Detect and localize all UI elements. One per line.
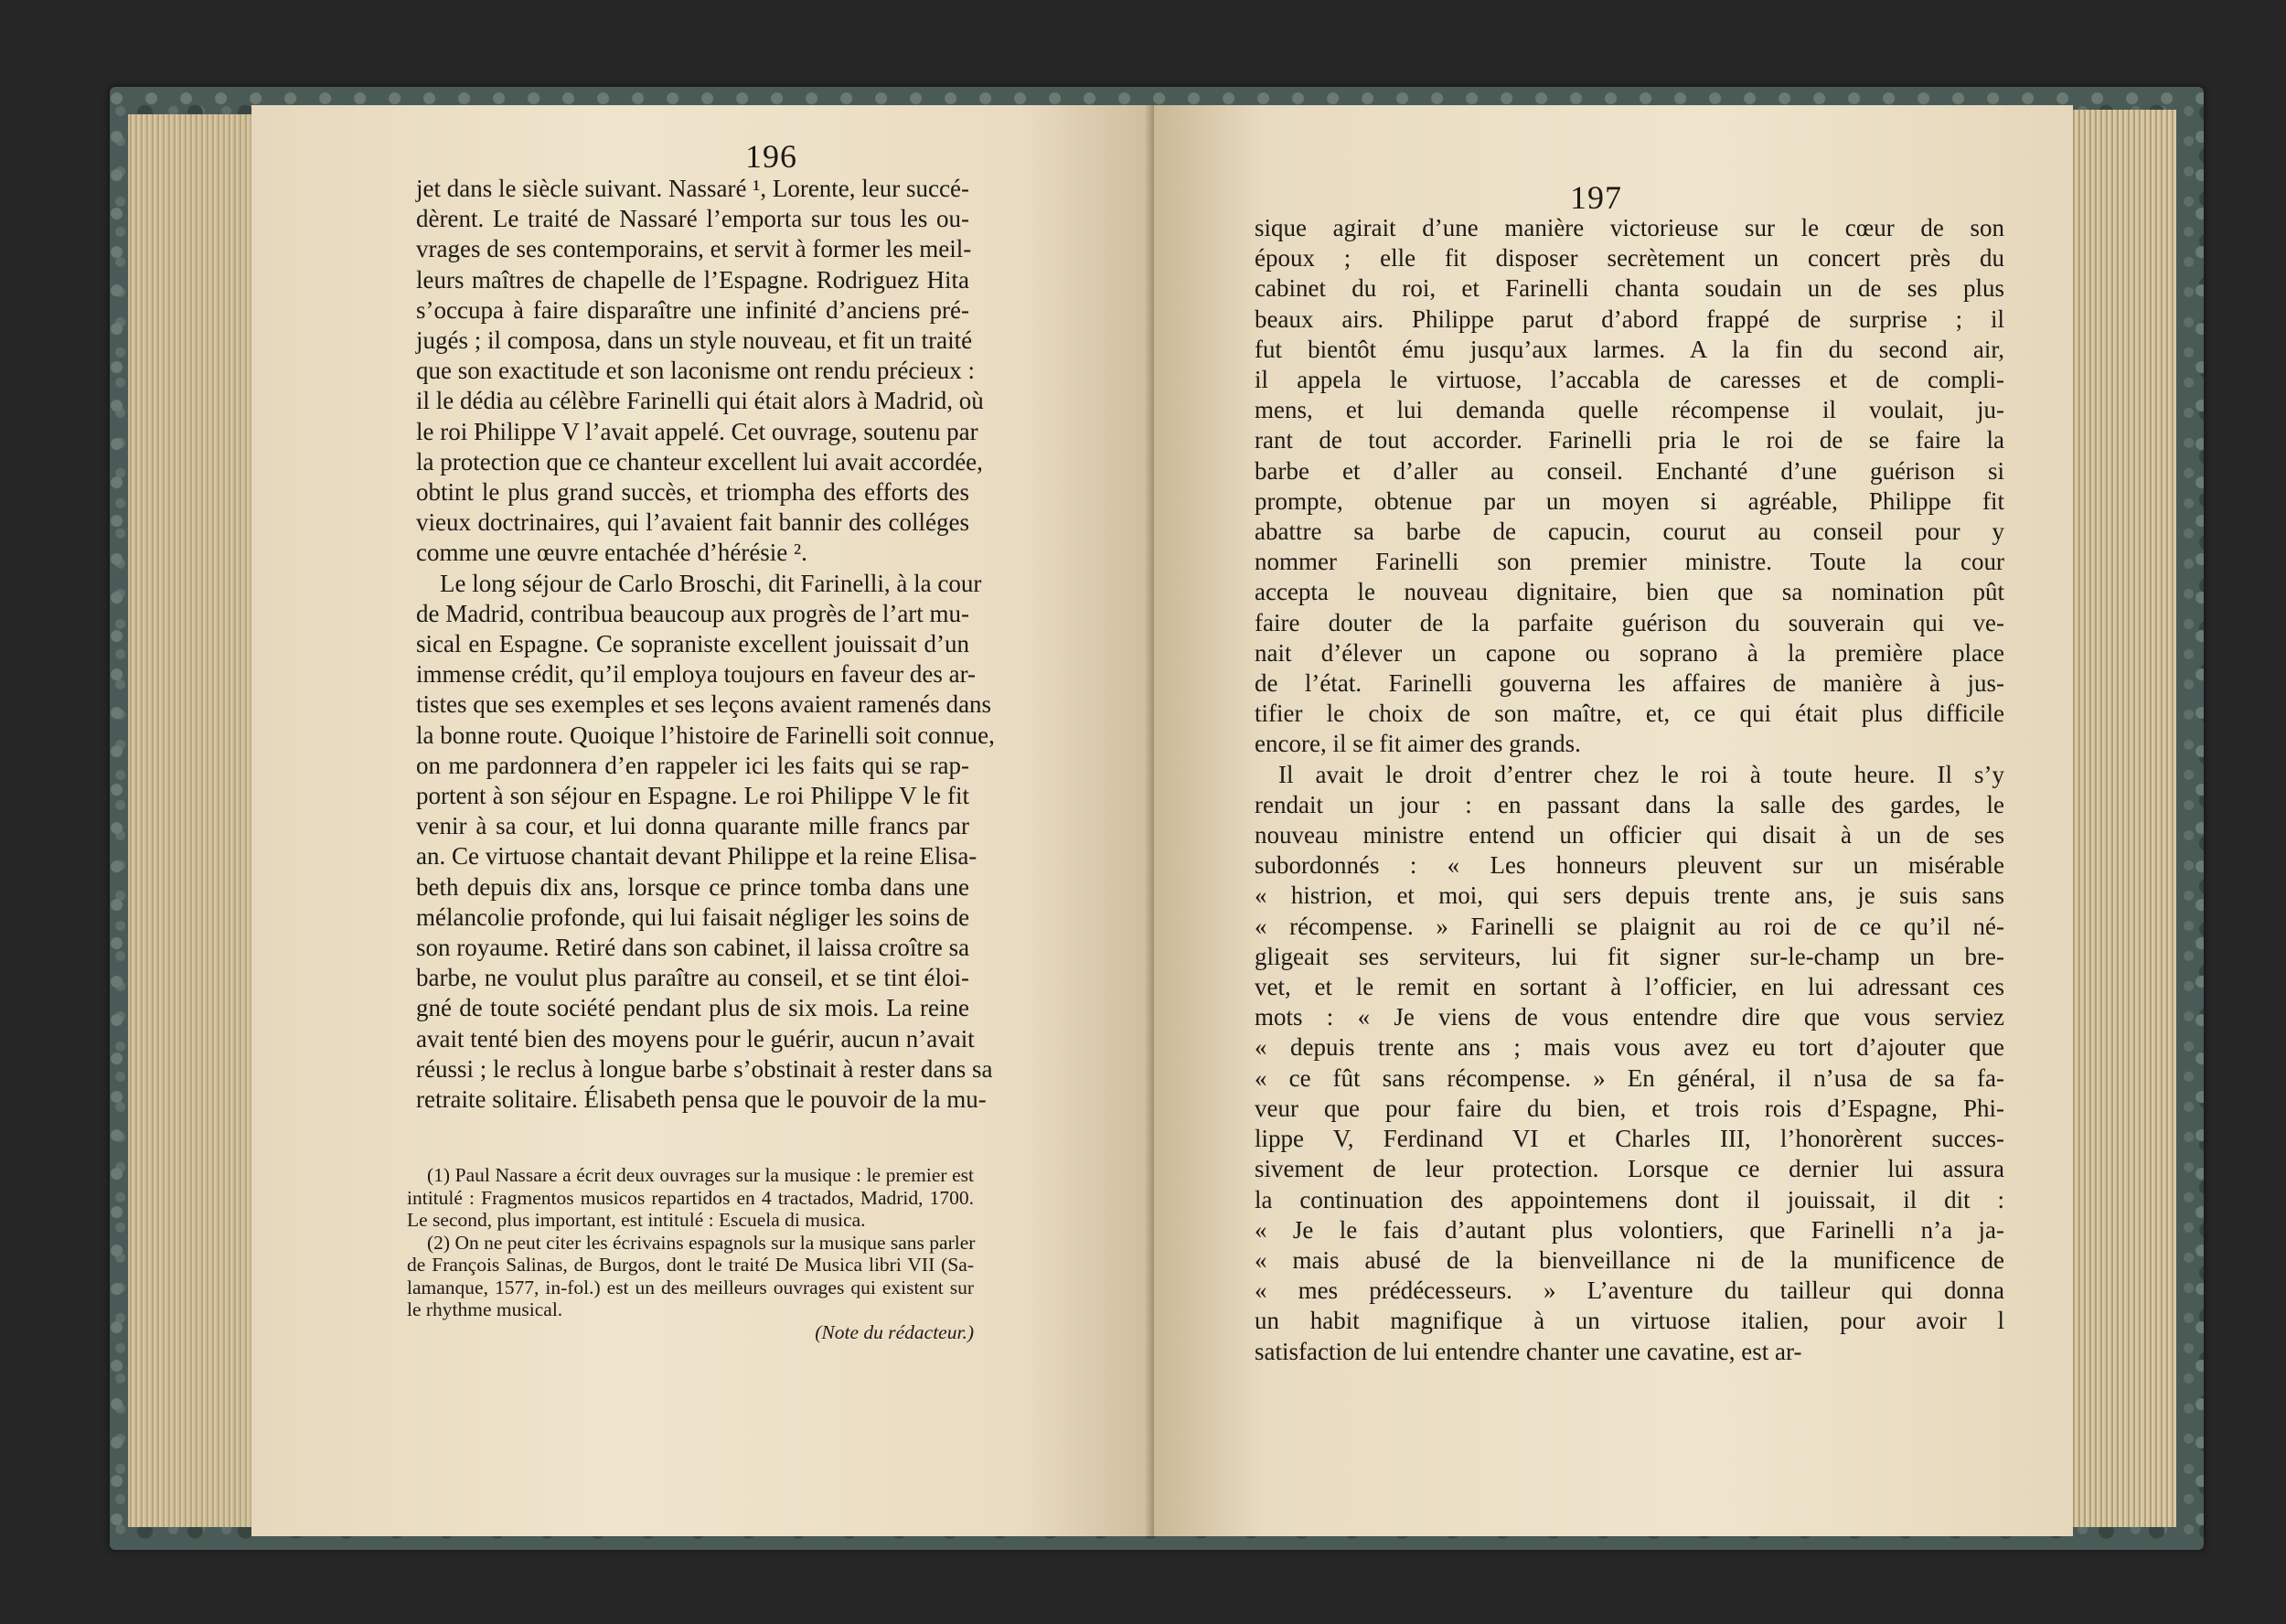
text-line: an. Ce virtuose chantait devant Philippe et la reine Elisa- <box>416 842 977 871</box>
text-line: sivement de leur protection. Lorsque ce dernier lui assura <box>1255 1155 2004 1183</box>
text-line: accepta le nouveau dignitaire, bien que sa nomination pût <box>1255 578 2004 606</box>
text-line: que son exactitude et son laconisme ont rendu précieux : <box>416 357 976 385</box>
text-line: immense crédit, qu’il employa toujours en faveur des ar- <box>416 660 977 689</box>
text-line: « mes prédécesseurs. » L’aventure du tailleur qui donna <box>1255 1277 2004 1305</box>
text-line: son royaume. Retiré dans son cabinet, il laissa croître sa <box>416 934 970 962</box>
footnote-line: intitulé : Fragmentos musicos repartidos en 4 tractados, Madrid, 1700. <box>407 1186 974 1209</box>
page-edges-right <box>2071 110 2176 1527</box>
text-line: de l’état. Farinelli gouverna les affaires de manière à jus- <box>1255 669 2004 698</box>
text-line: le roi Philippe V l’avait appelé. Cet ouvrage, soutenu par <box>416 417 978 445</box>
text-line: comme une œuvre entachée d’hérésie ². <box>416 539 807 567</box>
text-line: mots : « Je viens de vous entendre dire que vous serviez <box>1255 1003 2004 1031</box>
text-line: « mais abusé de la bienveillance ni de la munificence de <box>1255 1245 2004 1274</box>
text-line: obtint le plus grand succès, et triompha des efforts des <box>416 478 969 507</box>
text-line: jugés ; il composa, dans un style nouveau, et fit un traité <box>416 326 973 355</box>
text-line: lippe V, Ferdinand VI et Charles III, l’honorèrent succes- <box>1255 1125 2004 1153</box>
page-number-right: 197 <box>1570 179 1622 216</box>
text-line: rant de tout accorder. Farinelli pria le roi de se faire la <box>1255 426 2004 454</box>
text-line: tistes que ses exemples et ses leçons avaient ramenés dans <box>416 690 992 719</box>
text-line: faire douter de la parfaite guérison du souverain qui ve- <box>1255 608 2004 636</box>
text-line: s’occupa à faire disparaître une infinité d’anciens pré- <box>416 295 969 324</box>
text-line: sique agirait d’une manière victorieuse sur le cœur de son <box>1255 214 2004 241</box>
text-line: Le long séjour de Carlo Broschi, dit Farinelli, à la cour <box>440 569 982 597</box>
text-line: satisfaction de lui entendre chanter une cavatine, est ar- <box>1255 1337 1802 1365</box>
text-line: « ce fût sans récompense. » En général, il n’usa de sa fa- <box>1255 1063 2004 1092</box>
text-line: Il avait le droit d’entrer chez le roi à toute heure. Il s’y <box>1278 760 2004 788</box>
text-line: un habit magnifique à un virtuose italien, pour avoir l <box>1255 1307 2004 1335</box>
text-line: nommer Farinelli son premier ministre. Toute la cour <box>1255 548 2004 576</box>
text-line: fut bientôt ému jusqu’aux larmes. A la fin du second air, <box>1255 335 2004 363</box>
text-line: venir à sa cour, et lui donna quarante mille francs par <box>416 812 969 840</box>
text-line: barbe, ne voulut plus paraître au conseil, et se tint éloi- <box>416 964 969 992</box>
text-line: subordonnés : « Les honneurs pleuvent sur un misérable <box>1255 851 2004 880</box>
text-line: « récompense. » Farinelli se plaignit au roi de ce qu’il né- <box>1255 912 2004 940</box>
footnote-line: Le second, plus important, est intitulé : Escuela di musica. <box>407 1209 866 1231</box>
text-line: tifier le choix de son maître, et, ce qui était plus difficile <box>1255 700 2004 728</box>
left-page <box>251 105 1154 1536</box>
text-line: époux ; elle fit disposer secrètement un concert près du <box>1255 244 2004 272</box>
right-page-body <box>1255 213 2004 1367</box>
footnote-line: (1) Paul Nassare a écrit deux ouvrages sur la musique : le premier est <box>427 1164 974 1186</box>
footnote-line: le rhythme musical. <box>407 1298 563 1320</box>
text-line: vrages de ses contemporains, et servit à former les meil- <box>416 235 972 263</box>
text-line: mélancolie profonde, qui lui faisait négliger les soins de <box>416 903 970 931</box>
text-line: barbe et d’aller au conseil. Enchanté d’une guérison si <box>1255 456 2004 485</box>
text-line: il appela le virtuose, l’accabla de caresses et de compli- <box>1255 366 2004 394</box>
right-page <box>1154 105 2073 1536</box>
text-line: mens, et lui demanda quelle récompense il voulait, ju- <box>1255 396 2004 424</box>
text-line: il le dédia au célèbre Farinelli qui était alors à Madrid, où <box>416 387 984 415</box>
text-line: beaux airs. Philippe parut d’abord frappé de surprise ; il <box>1255 304 2004 333</box>
text-line: leurs maîtres de chapelle de l’Espagne. Rodriguez Hita <box>416 265 969 294</box>
text-line: abattre sa barbe de capucin, courut au conseil pour y <box>1255 518 2004 546</box>
text-line: gligeait ses serviteurs, lui fit signer sur-le-champ un bre- <box>1255 942 2004 970</box>
text-line: la bonne route. Quoique l’histoire de Farinelli soit connue, <box>416 721 995 749</box>
text-line: vieux doctrinaires, qui l’avaient fait bannir des colléges <box>416 508 969 537</box>
text-line: nait d’élever un capone ou soprano à la première place <box>1255 638 2004 667</box>
text-line: de Madrid, contribua beaucoup aux progrès de l’art mu- <box>416 599 970 627</box>
page-edges-left <box>128 114 256 1527</box>
text-line: on me pardonnera d’en rappeler ici les faits qui se rap- <box>416 751 969 779</box>
footnote-line: (2) On ne peut citer les écrivains espagnols sur la musique sans parler <box>427 1231 976 1254</box>
text-line: dèrent. Le traité de Nassaré l’emporta sur tous les ou- <box>416 205 969 233</box>
footnote-editor-note: (Note du rédacteur.) <box>815 1320 974 1343</box>
page-number-left: 196 <box>745 138 797 175</box>
left-page-body <box>416 174 995 1115</box>
text-line: avait tenté bien des moyens pour le guérir, aucun n’avait <box>416 1024 975 1052</box>
text-line: « histrion, et moi, qui sers depuis trente ans, je suis sans <box>1255 881 2004 910</box>
text-line: sical en Espagne. Ce sopraniste excellent jouissait d’un <box>416 630 969 658</box>
text-line: la continuation des appointemens dont il jouissait, il dit : <box>1255 1185 2004 1213</box>
text-line: gné de toute société pendant plus de six mois. La reine <box>416 994 969 1022</box>
text-line: « depuis trente ans ; mais vous avez eu tort d’ajouter que <box>1255 1033 2004 1062</box>
text-line: beth depuis dix ans, lorsque ce prince tomba dans une <box>416 872 969 901</box>
text-line: vet, et le remit en sortant à l’officier, en lui adressant ces <box>1255 973 2004 1001</box>
text-line: rendait un jour : en passant dans la salle des gardes, le <box>1255 790 2004 818</box>
text-line: prompte, obtenue par un moyen si agréable, Philippe fit <box>1255 486 2004 515</box>
text-line: nouveau ministre entend un officier qui disait à un de ses <box>1255 821 2004 849</box>
text-line: veur que pour faire du bien, et trois rois d’Espagne, Phi- <box>1255 1094 2004 1122</box>
text-line: réussi ; le reclus à longue barbe s’obstinait à rester dans sa <box>416 1054 993 1083</box>
footnote-line: de François Salinas, de Burgos, dont le traité De Musica libri VII (Sa- <box>407 1254 974 1276</box>
footnote-line: lamanque, 1577, in-fol.) est un des meilleurs ouvrages qui existent sur <box>407 1276 974 1298</box>
left-page-footnotes <box>407 1164 974 1343</box>
text-line: retraite solitaire. Élisabeth pensa que le pouvoir de la mu- <box>416 1085 987 1114</box>
text-line: cabinet du roi, et Farinelli chanta soudain un de ses plus <box>1255 274 2004 303</box>
text-line: la protection que ce chanteur excellent lui avait accordée, <box>416 447 983 475</box>
text-line: « Je le fais d’autant plus volontiers, que Farinelli n’a ja- <box>1255 1215 2004 1244</box>
text-line: portent à son séjour en Espagne. Le roi Philippe V le fit <box>416 782 969 810</box>
text-line: encore, il se fit aimer des grands. <box>1255 730 1581 758</box>
text-line: jet dans le siècle suivant. Nassaré ¹, Lorente, leur succé- <box>416 175 969 202</box>
